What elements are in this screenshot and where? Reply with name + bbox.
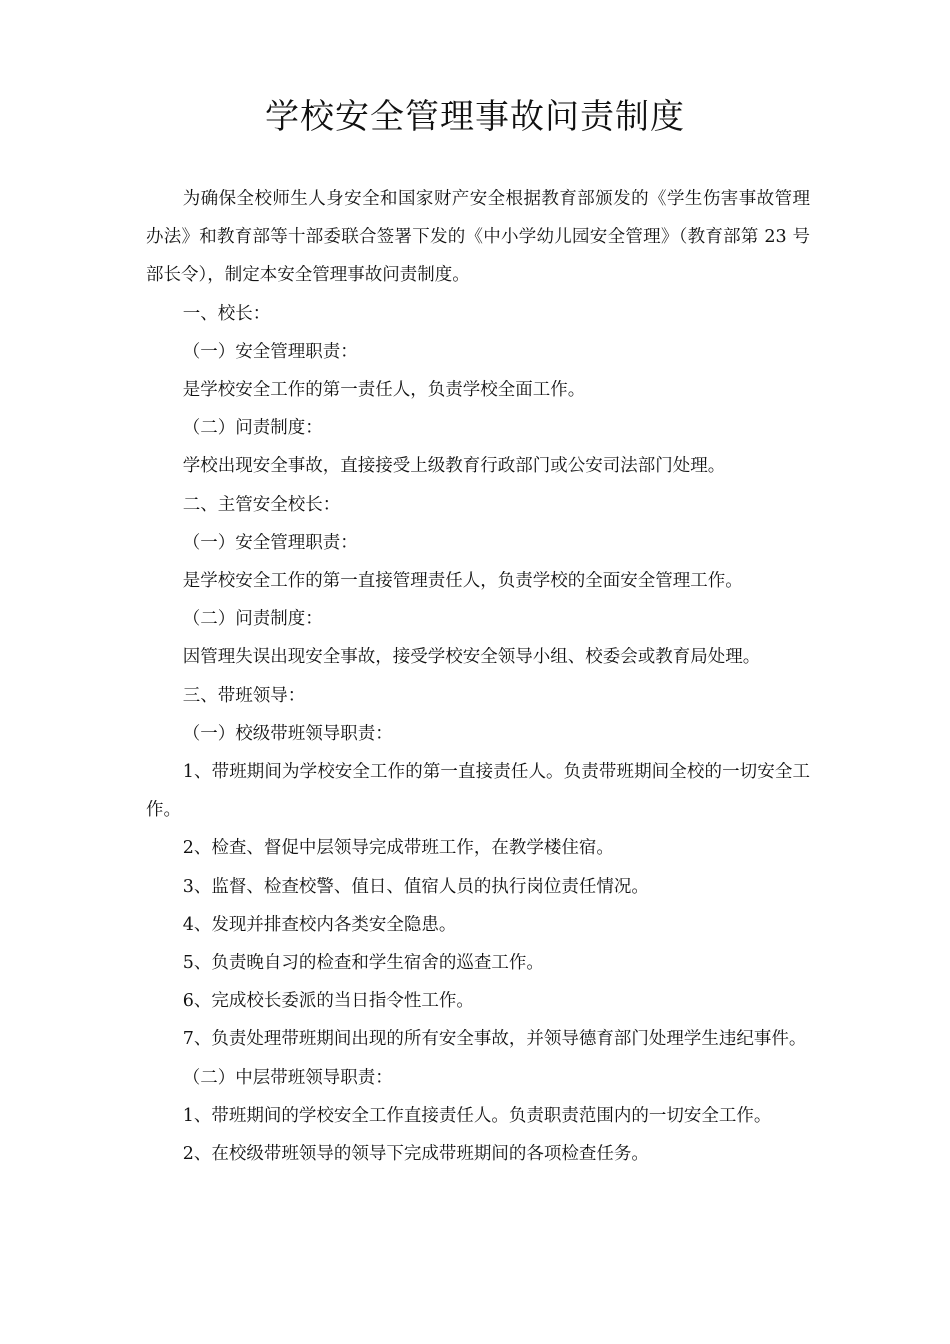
document-body [146,180,810,1173]
section-heading-principal: 一、校长： [182,303,271,324]
list-item: 2、检查、督促中层领导完成带班工作，在教学楼住宿。 [182,838,614,859]
list-item: 3、监督、检查校警、值日、值宿人员的执行岗位责任情况。 [182,876,649,897]
list-item: 5、负责晚自习的检查和学生宿舍的巡查工作。 [182,953,544,974]
paragraph: 因管理失误出现安全事故，接受学校安全领导小组、校委会或教育局处理。 [182,647,761,668]
list-item: 2、在校级带班领导的领导下完成带班期间的各项检查任务。 [182,1144,649,1165]
paragraph: 是学校安全工作的第一直接管理责任人，负责学校的全面安全管理工作。 [182,571,743,592]
intro-paragraph: 为确保全校师生人身安全和国家财产安全根据教育部颁发的《学生伤害事故管理办法》和教育部等十部委联合签署下发的《中小学幼儿园安全管理》（教育部第 23 号部长令），制定本安全管理事故问责制度。 [146,189,810,286]
document-title: 学校安全管理事故问责制度 [265,97,685,137]
paragraph: 学校出现安全事故，直接接受上级教育行政部门或公安司法部门处理。 [182,456,726,477]
list-item: 4、发现并排查校内各类安全隐患。 [182,914,457,935]
list-item: 1、带班期间为学校安全工作的第一直接责任人。负责带班期间全校的一切安全工作。 [146,762,810,821]
subsection-heading: （一）校级带班领导职责： [182,723,393,744]
subsection-heading: （一）安全管理职责： [182,532,358,553]
paragraph: 是学校安全工作的第一责任人，负责学校全面工作。 [182,380,586,401]
list-item: 7、负责处理带班期间出现的所有安全事故，并领导德育部门处理学生违纪事件。 [182,1029,807,1050]
list-item: 1、带班期间的学校安全工作直接责任人。负责职责范围内的一切安全工作。 [182,1105,772,1126]
section-heading-duty-leaders: 三、带班领导： [182,685,306,706]
subsection-heading: （二）问责制度： [182,609,323,630]
subsection-heading: （一）安全管理职责： [182,341,358,362]
section-heading-safety-vice-principal: 二、主管安全校长： [182,494,341,515]
subsection-heading: （二）问责制度： [182,418,323,439]
subsection-heading: （二）中层带班领导职责： [182,1067,393,1088]
list-item: 6、完成校长委派的当日指令性工作。 [182,991,474,1012]
